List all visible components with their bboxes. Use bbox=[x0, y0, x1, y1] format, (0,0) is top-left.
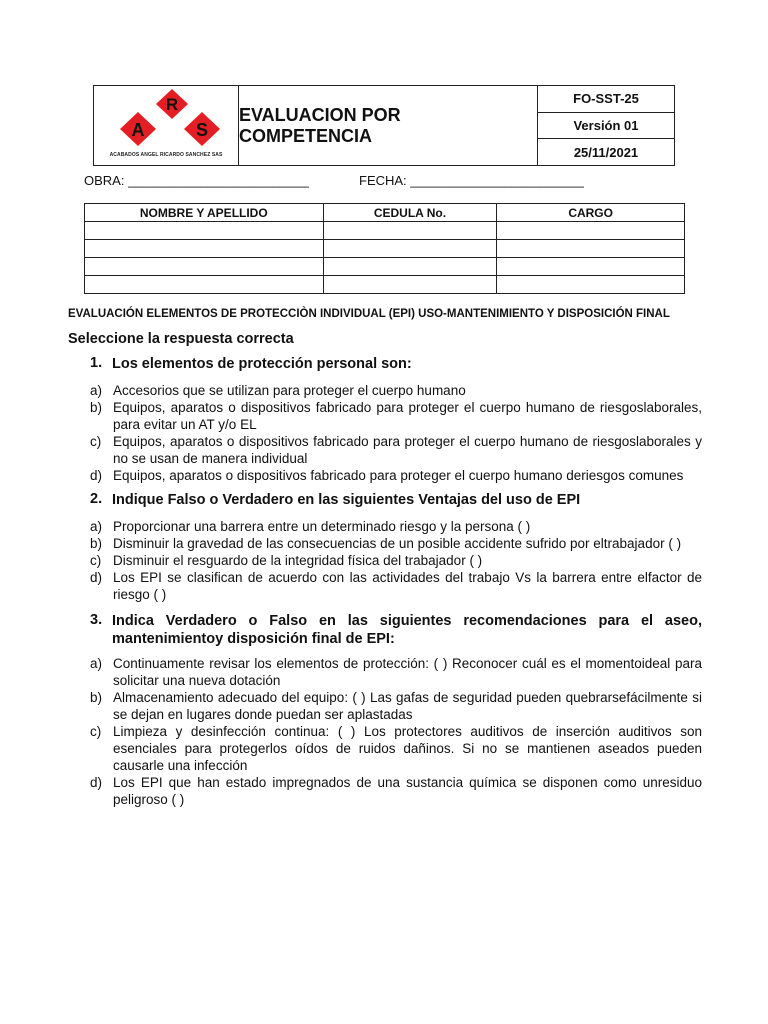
header-cedula: CEDULA No. bbox=[323, 204, 497, 222]
question-number: 3. bbox=[90, 612, 103, 628]
table-row bbox=[85, 222, 685, 240]
option-letter: d) bbox=[90, 570, 103, 585]
table-cell[interactable] bbox=[497, 240, 685, 258]
table-row bbox=[85, 258, 685, 276]
table-cell[interactable] bbox=[323, 240, 497, 258]
instruction-text: Seleccione la respuesta correcta bbox=[68, 331, 294, 347]
option-letter: b) bbox=[90, 400, 103, 415]
option-1a[interactable] bbox=[90, 382, 702, 399]
option-3a[interactable] bbox=[90, 655, 702, 689]
option-2c[interactable] bbox=[90, 552, 702, 569]
question-text: Indica Verdadero o Falso en las siguientes recomendaciones para el aseo, mantenimientoy disposición final de EPI: bbox=[112, 613, 702, 647]
option-1c[interactable] bbox=[90, 433, 702, 467]
option-3c[interactable] bbox=[90, 723, 702, 774]
option-2a[interactable] bbox=[90, 518, 702, 535]
option-2b[interactable] bbox=[90, 535, 702, 552]
option-text: Equipos, aparatos o dispositivos fabricado para proteger el cuerpo humano deriesgos comunes bbox=[113, 468, 684, 483]
option-text: Disminuir la gravedad de las consecuencias de un posible accidente sufrido por eltrabajador ( ) bbox=[113, 536, 682, 551]
option-text: Los EPI se clasifican de acuerdo con las actividades del trabajo Vs la barrera entre elfactor de riesgo ( ) bbox=[113, 570, 702, 602]
logo-letter-s: S bbox=[195, 120, 209, 140]
table-cell[interactable] bbox=[323, 276, 497, 294]
table-cell[interactable] bbox=[497, 258, 685, 276]
table-cell[interactable] bbox=[497, 222, 685, 240]
table-cell[interactable] bbox=[85, 276, 324, 294]
section-title: EVALUACIÓN ELEMENTOS DE PROTECCIÒN INDIVIDUAL (EPI) USO-MANTENIMIENTO Y DISPOSICIÓN FINAL bbox=[68, 308, 670, 320]
participants-table bbox=[84, 203, 685, 294]
document-date: 25/11/2021 bbox=[573, 144, 639, 160]
option-text: Proporcionar una barrera entre un determinado riesgo y la persona ( ) bbox=[113, 519, 531, 534]
option-letter: b) bbox=[90, 690, 103, 705]
question-3 bbox=[90, 612, 702, 650]
logo-caption: ACABADOS ANGEL RICARDO SANCHEZ SAS bbox=[109, 152, 223, 158]
question-number: 1. bbox=[90, 355, 103, 371]
option-text: Los EPI que han estado impregnados de una sustancia química se disponen como unresiduo peligroso ( ) bbox=[113, 775, 702, 807]
question-1 bbox=[90, 355, 702, 375]
option-text: Disminuir el resguardo de la integridad física del trabajador ( ) bbox=[113, 553, 483, 568]
logo-diamonds-icon bbox=[100, 88, 232, 152]
option-1d[interactable] bbox=[90, 467, 702, 484]
table-row bbox=[85, 240, 685, 258]
option-text: Equipos, aparatos o dispositivos fabricado para proteger el cuerpo humano de riesgoslaborales y no se usan de manera individual bbox=[113, 434, 702, 466]
header-nombre: NOMBRE Y APELLIDO bbox=[85, 204, 324, 222]
logo-letter-a: A bbox=[131, 120, 145, 140]
option-letter: d) bbox=[90, 468, 103, 483]
question-3-options bbox=[90, 655, 702, 808]
document-meta bbox=[538, 86, 674, 165]
table-cell[interactable] bbox=[323, 222, 497, 240]
option-2d[interactable] bbox=[90, 569, 702, 603]
fecha-field: FECHA: ________________________ bbox=[359, 173, 584, 188]
question-1-options bbox=[90, 382, 702, 484]
option-text: Almacenamiento adecuado del equipo: ( ) Las gafas de seguridad pueden quebrarsefácilmente si se dejan en lugares donde puedan ser aplastadas bbox=[113, 690, 702, 722]
option-letter: a) bbox=[90, 656, 103, 671]
option-letter: c) bbox=[90, 553, 102, 568]
option-letter: c) bbox=[90, 724, 102, 739]
table-cell[interactable] bbox=[85, 222, 324, 240]
header-cargo: CARGO bbox=[497, 204, 685, 222]
option-3b[interactable] bbox=[90, 689, 702, 723]
option-letter: c) bbox=[90, 434, 102, 449]
question-text: Indique Falso o Verdadero en las siguientes Ventajas del uso de EPI bbox=[112, 492, 581, 508]
option-letter: a) bbox=[90, 519, 103, 534]
table-header-row bbox=[85, 204, 685, 222]
option-letter: b) bbox=[90, 536, 103, 551]
document-code: FO-SST-25 bbox=[538, 86, 674, 113]
option-3d[interactable] bbox=[90, 774, 702, 808]
document-version: Versión 01 bbox=[538, 113, 674, 140]
question-number: 2. bbox=[90, 491, 103, 507]
table-cell[interactable] bbox=[497, 276, 685, 294]
table-cell[interactable] bbox=[85, 258, 324, 276]
option-text: Limpieza y desinfección continua: ( ) Los protectores auditivos de inserción auditivos son esenciales para protegerlos oídos de ruidos dañinos. Si no se mantienen aseados pueden causarle una infección bbox=[113, 724, 702, 773]
option-text: Continuamente revisar los elementos de protección: ( ) Reconocer cuál es el momentoideal para solicitar una nueva dotación bbox=[113, 656, 702, 688]
option-letter: d) bbox=[90, 775, 103, 790]
question-2 bbox=[90, 491, 702, 511]
company-logo bbox=[94, 86, 239, 165]
table-row bbox=[85, 276, 685, 294]
option-text: Equipos, aparatos o dispositivos fabricado para proteger el cuerpo humano de riesgoslaborales, para evitar un AT y/o EL bbox=[113, 400, 702, 432]
document-header bbox=[93, 85, 675, 166]
obra-field: OBRA: _________________________ bbox=[84, 173, 309, 188]
table-cell[interactable] bbox=[85, 240, 324, 258]
option-letter: a) bbox=[90, 383, 103, 398]
table-cell[interactable] bbox=[323, 258, 497, 276]
question-2-options bbox=[90, 518, 702, 603]
question-text: Los elementos de protección personal son: bbox=[112, 356, 412, 372]
logo-letter-r: R bbox=[165, 95, 179, 114]
document-title: EVALUACION POR COMPETENCIA bbox=[239, 86, 538, 165]
option-text: Accesorios que se utilizan para proteger el cuerpo humano bbox=[113, 383, 466, 398]
option-1b[interactable] bbox=[90, 399, 702, 433]
